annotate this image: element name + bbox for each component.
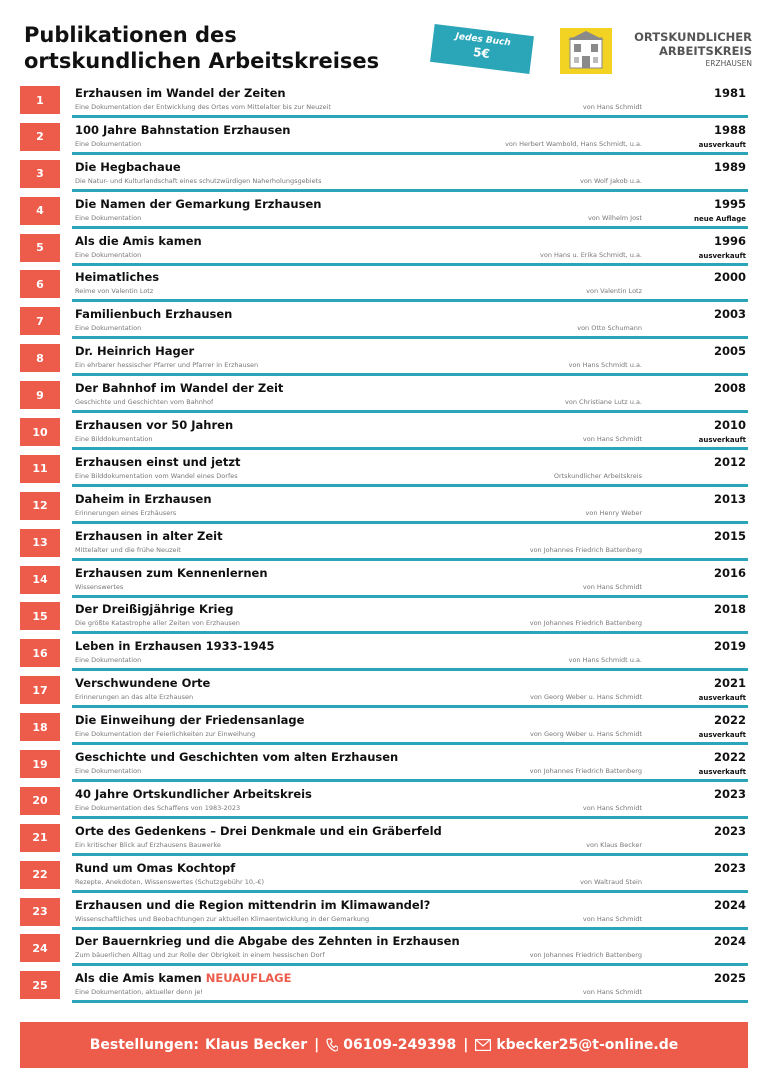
publication-year: 2005 [713, 344, 746, 359]
publication-status: ausverkauft [698, 140, 746, 149]
publication-year: 2022 [713, 713, 746, 728]
publication-author: von Johannes Friedrich Battenberg [529, 951, 642, 960]
publication-row [20, 453, 748, 490]
row-divider [72, 299, 748, 302]
publication-number: 7 [20, 307, 60, 335]
publication-number: 21 [20, 824, 60, 852]
footer-phone[interactable]: 06109-249398 [343, 1037, 457, 1053]
publication-row [20, 342, 748, 379]
publication-title: Orte des Gedenkens – Drei Denkmale und ein Gräberfeld [75, 823, 442, 838]
publication-author: von Johannes Friedrich Battenberg [529, 545, 642, 554]
publication-title: Familienbuch Erzhausen [75, 307, 233, 322]
publication-subtitle: Ein kritischer Blick auf Erzhausens Bauwerke [75, 840, 221, 849]
publication-subtitle: Eine Dokumentation der Feierlichkeiten zur Einweihung [75, 730, 256, 739]
publication-row [20, 674, 748, 711]
publication-author: von Henry Weber [585, 508, 642, 517]
publication-row [20, 84, 748, 121]
publication-title: Die Einweihung der Friedensanlage [75, 713, 305, 728]
row-divider [72, 779, 748, 782]
row-divider [72, 447, 748, 450]
publication-title: Daheim in Erzhausen [75, 491, 212, 506]
publication-year: 2003 [713, 307, 746, 322]
publication-title-extra: NEUAUFLAGE [205, 971, 292, 986]
publication-author: von Wolf Jakob u.a. [579, 176, 642, 185]
publication-year: 2018 [713, 602, 746, 617]
publication-number: 4 [20, 197, 60, 225]
publication-author: von Hans Schmidt [582, 435, 642, 444]
publication-row [20, 969, 748, 1006]
publication-subtitle: Zum bäuerlichen Alltag und zur Rolle der Obrigkeit in einem hessischen Dorf [75, 951, 325, 960]
order-footer [20, 1022, 748, 1068]
publication-year: 2024 [713, 934, 746, 949]
publication-author: von Georg Weber u. Hans Schmidt [529, 730, 642, 739]
row-divider [72, 1000, 748, 1003]
page-title-line1: Publikationen des [24, 23, 237, 47]
envelope-icon [475, 1039, 491, 1051]
publication-number: 1 [20, 86, 60, 114]
publication-list [20, 84, 748, 1006]
publication-status: ausverkauft [698, 768, 746, 777]
publication-author: von Wilhelm Jost [587, 213, 642, 222]
publication-row [20, 748, 748, 785]
price-badge [430, 24, 534, 74]
publication-title: Leben in Erzhausen 1933-1945 [75, 639, 275, 654]
publication-number: 17 [20, 676, 60, 704]
publication-subtitle: Eine Dokumentation, aktueller denn je! [75, 988, 203, 997]
publication-subtitle: Geschichte und Geschichten vom Bahnhof [75, 398, 214, 407]
publication-title: Der Bauernkrieg und die Abgabe des Zehnten in Erzhausen [75, 934, 460, 949]
row-divider [72, 963, 748, 966]
footer-separator: | [463, 1037, 469, 1053]
publication-subtitle: Erinnerungen an das alte Erzhausen [75, 693, 194, 702]
publication-number: 6 [20, 270, 60, 298]
publication-title: Geschichte und Geschichten vom alten Erzhausen [75, 750, 399, 765]
row-divider [72, 115, 748, 118]
publication-title: Als die Amis kamen NEUAUFLAGE [75, 971, 292, 986]
publication-number: 18 [20, 713, 60, 741]
publication-subtitle: Die größte Katastrophe aller Zeiten von Erzhausen [75, 619, 240, 628]
publication-title: Rund um Omas Kochtopf [75, 860, 236, 875]
row-divider [72, 668, 748, 671]
row-divider [72, 152, 748, 155]
publication-title: Erzhausen und die Region mittendrin im Klimawandel? [75, 897, 431, 912]
publication-row [20, 932, 748, 969]
publication-title: Verschwundene Orte [75, 676, 211, 691]
publication-title: Erzhausen vor 50 Jahren [75, 418, 234, 433]
publication-author: von Hans Schmidt [582, 914, 642, 923]
publication-author: von Waltraud Stein [580, 877, 642, 886]
publication-subtitle: Mittelalter und die frühe Neuzeit [75, 545, 181, 554]
publication-year: 2023 [713, 786, 746, 801]
row-divider [72, 410, 748, 413]
publication-number: 10 [20, 418, 60, 446]
publication-title: Die Hegbachaue [75, 159, 181, 174]
row-divider [72, 705, 748, 708]
footer-label: Bestellungen: [89, 1037, 200, 1053]
row-divider [72, 595, 748, 598]
row-divider [72, 816, 748, 819]
row-divider [72, 558, 748, 561]
publication-status: ausverkauft [698, 694, 746, 703]
publication-number: 16 [20, 639, 60, 667]
page-title-line2: ortskundlichen Arbeitskreises [24, 49, 380, 73]
publication-number: 14 [20, 566, 60, 594]
publication-title: 100 Jahre Bahnstation Erzhausen [75, 122, 291, 137]
publication-author: von Johannes Friedrich Battenberg [529, 619, 642, 628]
publication-row [20, 527, 748, 564]
row-divider [72, 226, 748, 229]
row-divider [72, 853, 748, 856]
publication-number: 8 [20, 344, 60, 372]
publication-status: ausverkauft [698, 251, 746, 260]
publication-status: ausverkauft [698, 731, 746, 740]
publication-title: Erzhausen in alter Zeit [75, 528, 223, 543]
publication-year: 1989 [713, 159, 746, 174]
publication-year: 2010 [713, 418, 746, 433]
publication-number: 22 [20, 861, 60, 889]
publication-year: 2021 [713, 676, 746, 691]
publication-title: Heimatliches [75, 270, 160, 285]
publication-title: Dr. Heinrich Hager [75, 344, 195, 359]
footer-separator: | [314, 1037, 320, 1053]
publication-number: 9 [20, 381, 60, 409]
publication-year: 2000 [713, 270, 746, 285]
publication-author: von Hans Schmidt u.a. [568, 361, 642, 370]
publication-subtitle: Eine Dokumentation [75, 324, 142, 333]
logo-emblem-icon [560, 28, 612, 74]
publication-row [20, 600, 748, 637]
publication-subtitle: Ein ehrbarer hessischer Pfarrer und Pfarrer in Erzhausen [75, 361, 259, 370]
publication-subtitle: Erinnerungen eines Erzhäusers [75, 508, 177, 517]
publication-number: 24 [20, 934, 60, 962]
publication-subtitle: Wissenswertes [75, 582, 124, 591]
row-divider [72, 373, 748, 376]
publication-year: 2012 [713, 454, 746, 469]
publication-subtitle: Eine Dokumentation [75, 139, 142, 148]
footer-name: Klaus Becker [205, 1037, 308, 1053]
publication-row [20, 822, 748, 859]
publication-year: 2019 [713, 639, 746, 654]
footer-email[interactable]: kbecker25@t-online.de [496, 1037, 679, 1053]
publication-row [20, 859, 748, 896]
publication-subtitle: Eine Dokumentation [75, 767, 142, 776]
publication-subtitle: Eine Dokumentation der Entwicklung des Ortes vom Mittelalter bis zur Neuzeit [75, 103, 331, 111]
publication-author: von Klaus Becker [586, 840, 642, 849]
page-title [24, 22, 424, 74]
publication-subtitle: Wissenschaftliches und Beobachtungen zur aktuellen Klimaentwicklung in der Gemarkung [75, 914, 370, 923]
publication-subtitle: Eine Dokumentation [75, 213, 142, 222]
publication-year: 1996 [713, 233, 746, 248]
publication-number: 5 [20, 234, 60, 262]
publication-subtitle: Rezepte, Anekdoten, Wissenswertes (Schutzgebühr 10,-€) [75, 877, 265, 886]
logo-line1: ORTSKUNDLICHER [634, 30, 752, 44]
publication-year: 2015 [713, 528, 746, 543]
publication-row [20, 490, 748, 527]
publication-number: 15 [20, 602, 60, 630]
publication-row [20, 232, 748, 269]
publication-title: Erzhausen im Wandel der Zeiten [75, 86, 286, 100]
publication-row [20, 158, 748, 195]
publication-number: 25 [20, 971, 60, 999]
publication-author: von Hans Schmidt u.a. [568, 656, 642, 665]
publication-author: von Hans Schmidt [582, 988, 642, 997]
publication-subtitle: Eine Bilddokumentation [75, 435, 153, 444]
publication-year: 2024 [713, 897, 746, 912]
publication-subtitle: Eine Dokumentation [75, 250, 142, 259]
price-badge-price: 5€ [472, 45, 491, 61]
row-divider [72, 263, 748, 266]
publication-number: 13 [20, 529, 60, 557]
row-divider [72, 484, 748, 487]
row-divider [72, 890, 748, 893]
publication-year: 2023 [713, 860, 746, 875]
publication-title: Der Dreißigjährige Krieg [75, 602, 234, 617]
publication-author: von Herbert Wambold, Hans Schmidt, u.a. [505, 139, 642, 148]
row-divider [72, 521, 748, 524]
publication-row [20, 785, 748, 822]
publication-year: 2023 [713, 823, 746, 838]
publication-author: von Johannes Friedrich Battenberg [529, 767, 642, 776]
publication-author: von Hans Schmidt [582, 103, 642, 111]
publication-author: von Christiane Lutz u.a. [565, 398, 642, 407]
publication-author: von Otto Schumann [577, 324, 642, 333]
publication-subtitle: Reime von Valentin Lotz [75, 287, 154, 296]
publication-row [20, 564, 748, 601]
publication-title: Als die Amis kamen [75, 233, 202, 248]
publication-row [20, 379, 748, 416]
publication-subtitle: Eine Dokumentation des Schaffens von 1983-2023 [75, 803, 241, 812]
price-badge-label: Jedes Buch [454, 31, 512, 49]
row-divider [72, 742, 748, 745]
publication-row [20, 896, 748, 933]
publication-title: Der Bahnhof im Wandel der Zeit [75, 381, 284, 396]
publication-number: 11 [20, 455, 60, 483]
publication-row [20, 416, 748, 453]
publication-row [20, 195, 748, 232]
publication-number: 3 [20, 160, 60, 188]
row-divider [72, 189, 748, 192]
publication-year: 1995 [713, 196, 746, 211]
publication-year: 2022 [713, 750, 746, 765]
logo-text [622, 30, 752, 69]
publication-subtitle: Eine Bilddokumentation vom Wandel eines Dorfes [75, 471, 238, 480]
publication-row [20, 121, 748, 158]
publication-year: 2025 [713, 971, 746, 986]
row-divider [72, 336, 748, 339]
row-divider [72, 927, 748, 930]
publication-year: 2016 [713, 565, 746, 580]
publication-title: Erzhausen einst und jetzt [75, 454, 241, 469]
publication-author: von Hans u. Erika Schmidt, u.a. [540, 250, 642, 259]
publication-year: 2013 [713, 491, 746, 506]
publication-year: 1981 [713, 86, 746, 100]
publication-author: von Hans Schmidt [582, 582, 642, 591]
publication-number: 19 [20, 750, 60, 778]
row-divider [72, 631, 748, 634]
publication-year: 1988 [713, 122, 746, 137]
publication-row [20, 711, 748, 748]
publication-title: 40 Jahre Ortskundlicher Arbeitskreis [75, 786, 312, 801]
publication-author: Ortskundlicher Arbeitskreis [553, 471, 642, 480]
logo-line2: ARBEITSKREIS [659, 44, 752, 58]
publication-subtitle: Die Natur- und Kulturlandschaft eines schutzwürdigen Naherholungsgebiets [75, 176, 322, 185]
publication-year: 2008 [713, 381, 746, 396]
publication-subtitle: Eine Dokumentation [75, 656, 142, 665]
publication-row [20, 637, 748, 674]
publication-row [20, 268, 748, 305]
publication-status: ausverkauft [698, 436, 746, 445]
publication-author: von Valentin Lotz [586, 287, 642, 296]
publication-status: neue Auflage [694, 214, 746, 223]
phone-icon [326, 1038, 338, 1052]
publication-number: 23 [20, 898, 60, 926]
publication-row [20, 305, 748, 342]
publication-title: Erzhausen zum Kennenlernen [75, 565, 268, 580]
publication-author: von Georg Weber u. Hans Schmidt [529, 693, 642, 702]
publication-number: 20 [20, 787, 60, 815]
logo-line3: ERZHAUSEN [705, 59, 752, 68]
publication-number: 12 [20, 492, 60, 520]
publication-number: 2 [20, 123, 60, 151]
publication-author: von Hans Schmidt [582, 803, 642, 812]
publication-title: Die Namen der Gemarkung Erzhausen [75, 196, 322, 211]
